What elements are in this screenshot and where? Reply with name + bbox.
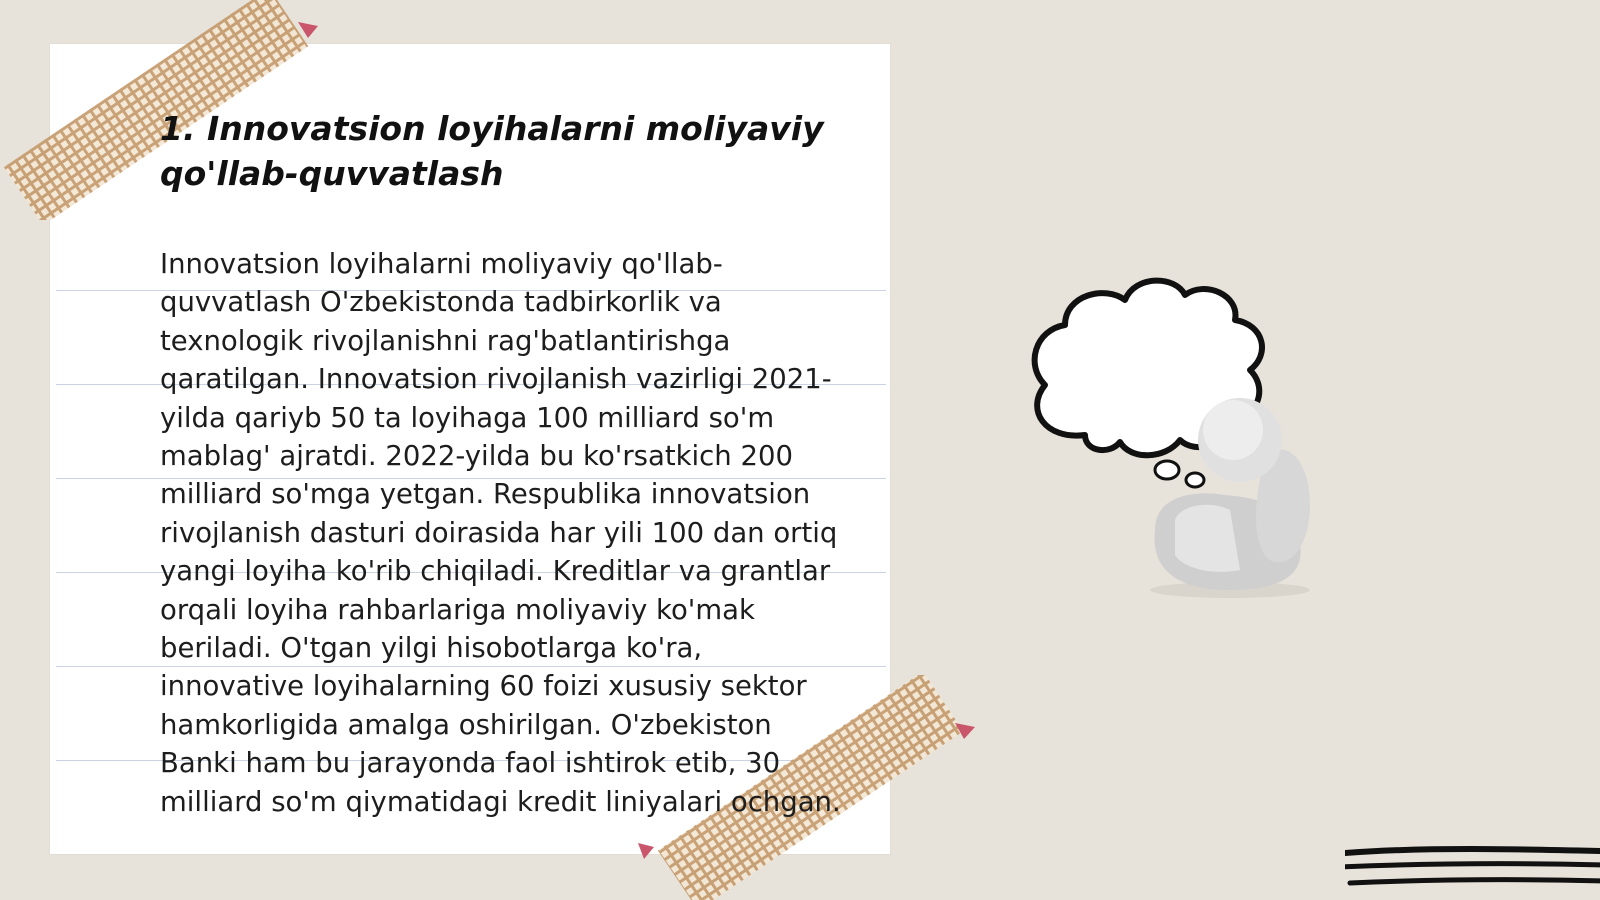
thinking-person-icon [1025, 270, 1345, 610]
tape-pin-icon [638, 843, 654, 859]
slide-body-text: Innovatsion loyihalarni moliyaviy qo'llab-quvvatlash O'zbekistonda tadbirkorlik va texnologik rivojlanishni rag'batlantirishga qaratilgan. Innovatsion rivojlanish vazirligi 2021-yilda qariyb 50 ta loyihaga 100 milliard so'm mablag' ajratdi. 2022-yilda bu ko'rsatkich 200 milliard so'mga yetgan. Respublika innovatsion rivojlanish dasturi doirasida har yili 100 dan ortiq yangi loyiha ko'rib chiqiladi. Kreditlar va grantlar orqali loyiha rahbarlariga moliyaviy ko'mak beriladi. O'tgan yilgi hisobotlarga ko'ra, innovative loyihalarning 60 foizi xususiy sektor hamkorligida amalga oshirilgan. O'zbekiston Banki ham bu jarayonda faol ishtirok etib, 30 milliard so'm qiymatidagi kredit liniyalari ochgan. [160, 248, 841, 818]
slide-title: 1. Innovatsion loyihalarni moliyaviy qo'llab-quvvatlash [160, 109, 824, 193]
marker-stripes [1345, 845, 1600, 900]
